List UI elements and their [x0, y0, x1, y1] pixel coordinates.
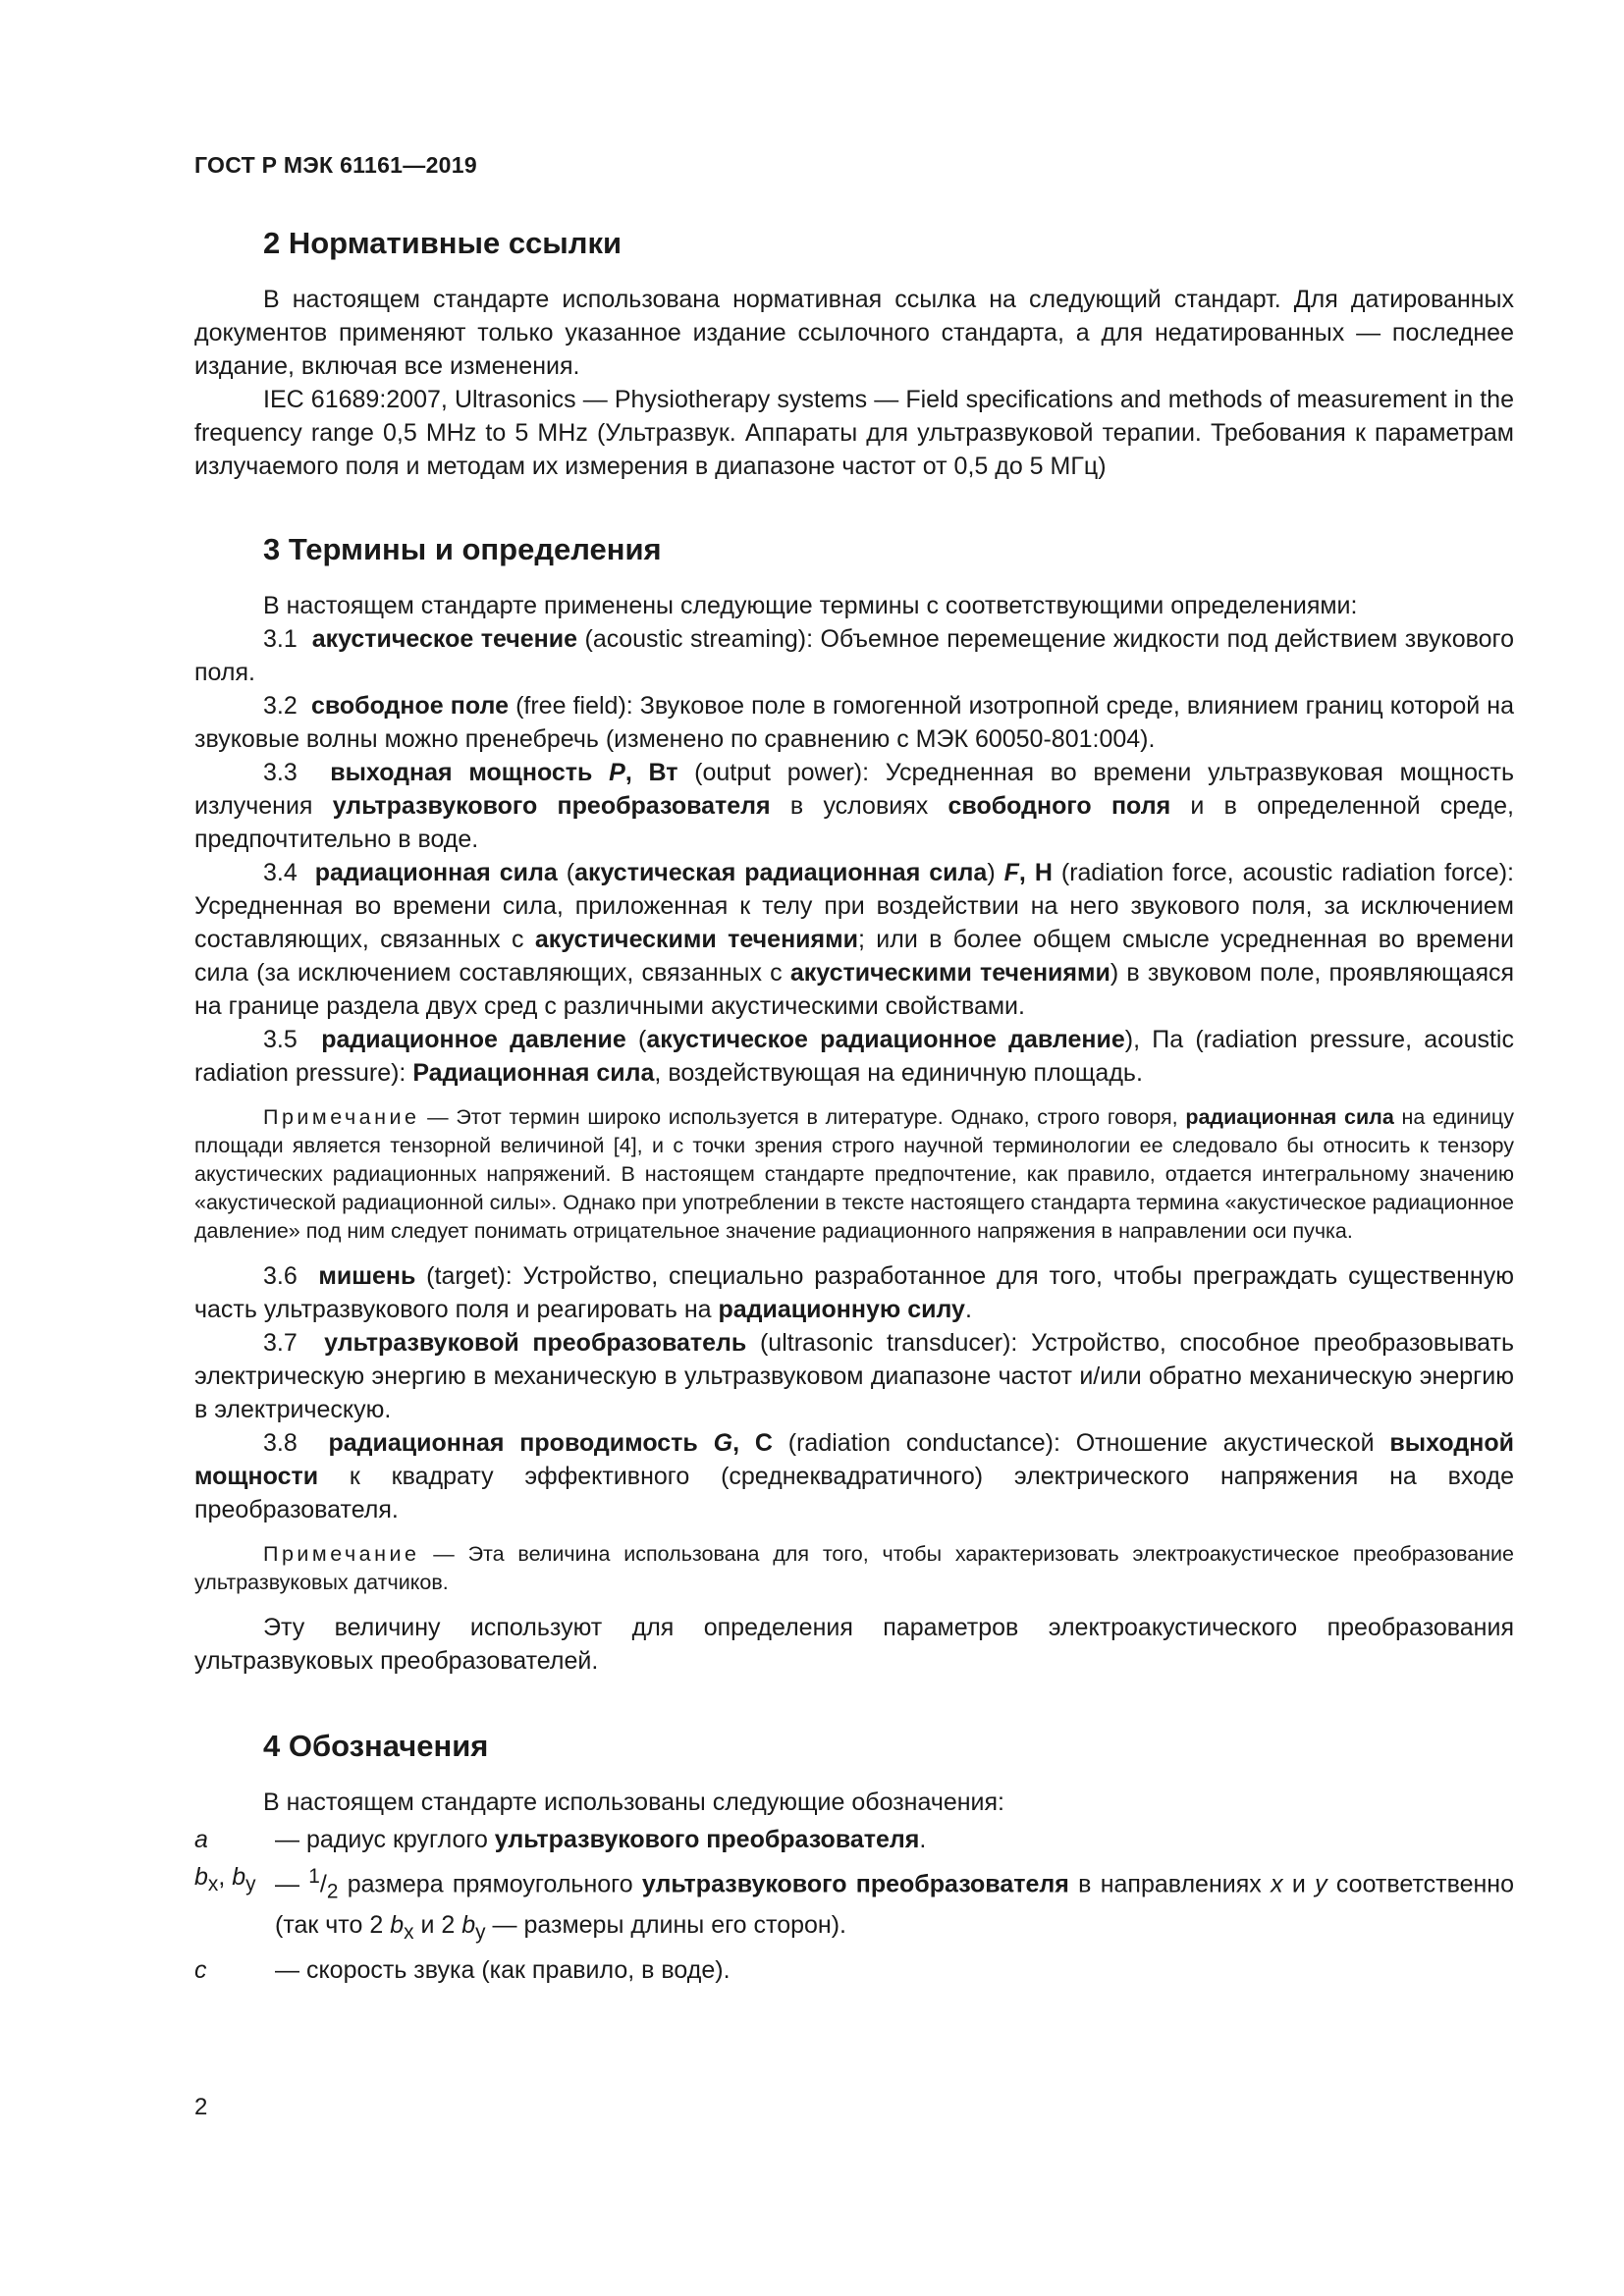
note-1: Примечание — Этот термин широко используется в литературе. Однако, строго говоря, радиационная сила на единицу площади является тензорной величиной [4], и с точки зрения строго научной терминологии ее следовало бы относить к тензору акустических радиационных напряжений. В настоящем стандарте предпочтение, как правило, отдается интегральному значению «акустической радиационной силы». Однако при употреблении в тексте настоящего стандарта термина «акустическое радиационное давление» под ним следует понимать отрицательное значение радиационного напряжения в направлении оси пучка.: [194, 1105, 1515, 1243]
symbol-c-description: — скорость звука (как правило, в воде).: [275, 1956, 731, 1985]
note-label: Примечание: [263, 1105, 420, 1129]
running-header: ГОСТ Р МЭК 61161—2019: [194, 152, 477, 178]
term-3-1: 3.1 акустическое течение (acoustic streaming): Объемное перемещение жидкости под действием звукового поля.: [194, 625, 1514, 686]
section-3-intro: В настоящем стандарте применены следующие термины с соответствующими определениями:: [263, 592, 1358, 619]
page-content: [194, 224, 1514, 1987]
symbol-a-description: — радиус круглого ультразвукового преобразователя.: [275, 1826, 927, 1853]
symbol-b-letters: $b_x$, $b_y$: [194, 1863, 256, 1896]
term-3-8: 3.8 радиационная проводимость G, С (radiation conductance): Отношение акустической выходной мощности к квадрату эффективного (среднеквадратичного) электрического напряжения на входе преобразователя.: [194, 1429, 1514, 1523]
term-3-1-name: акустическое течение: [311, 625, 578, 653]
symbol-c-letter: c: [194, 1956, 207, 1985]
term-3-4: 3.4 радиационная сила (акустическая радиационная сила) F, Н (radiation force, acoustic radiation force): Усредненная во времени сила, приложенная к телу при воздействии на него звукового поля, за исключением составляющих, связанных с акустическими течениями; или в более общем смысле усредненная во времени сила (за исключением составляющих, связанных с акустическими течениями) в звуковом поле, проявляющаяся на границе раздела двух сред с различными акустическими свойствами.: [194, 859, 1515, 1020]
symbol-a: [194, 1823, 1514, 1856]
term-3-2-name: свободное поле: [310, 692, 509, 720]
section-2-title: 2 Нормативные ссылки: [263, 226, 623, 260]
term-3-4-name: радиационная сила: [314, 859, 558, 886]
term-3-7: 3.7 ультразвуковой преобразователь (ultrasonic transducer): Устройство, способное преобразовывать электрическую энергию в механическую в ультразвуковом диапазоне частот и/или обратно механическую энергию в электрическую.: [194, 1329, 1514, 1423]
section-3-title: 3 Термины и определения: [263, 532, 662, 566]
note-2: Примечание — Эта величина использована для того, чтобы характеризовать электроакустическое преобразование ультразвуковых датчиков.: [194, 1542, 1514, 1594]
term-3-3-name: выходная мощность: [330, 759, 593, 786]
symbol-c: [194, 1953, 1514, 1987]
section-3-closing: Эту величину используют для определения параметров электроакустического преобразования ультразвуковых преобразователей.: [194, 1614, 1514, 1675]
term-3-5-name: радиационное давление: [321, 1026, 626, 1053]
section-4-intro: В настоящем стандарте использованы следующие обозначения:: [263, 1789, 1005, 1816]
term-3-2: 3.2 свободное поле (free field): Звуковое поле в гомогенной изотропной среде, влиянием границ которой на звуковые волны можно пренебречь (изменено по сравнению с МЭК 60050-801:004).: [194, 692, 1514, 753]
term-3-3: 3.3 выходная мощность P, Вт (output power): Усредненная во времени ультразвуковая мощность излучения ультразвукового преобразователя в условиях свободного поля и в определенной среде, предпочтительно в воде.: [194, 759, 1514, 853]
section-2-paragraph-1: В настоящем стандарте использована нормативная ссылка на следующий стандарт. Для датированных документов применяют только указанное издание ссылочного стандарта, а для недатированных — последнее издание, включая все изменения.: [194, 286, 1514, 380]
term-3-8-name: радиационная проводимость: [328, 1429, 698, 1457]
note-label: Примечание: [263, 1542, 420, 1566]
section-2-reference: IEC 61689:2007, Ultrasonics — Physiotherapy systems — Field specifications and methods of measurement in the frequency range 0,5 MHz to 5 MHz (Ультразвук. Аппараты для ультразвуковой терапии. Требования к параметрам излучаемого поля и методам их измерения в диапазоне частот от 0,5 до 5 МГц): [194, 386, 1514, 480]
term-3-6: 3.6 мишень (target): Устройство, специально разработанное для того, чтобы преграждать существенную часть ультразвукового поля и реагировать на радиационную силу.: [194, 1262, 1514, 1323]
term-3-7-name: ультразвуковой преобразователь: [324, 1329, 747, 1357]
section-4-title: 4 Обозначения: [263, 1729, 489, 1763]
term-3-5: 3.5 радиационное давление (акустическое радиационное давление), Па (radiation pressure, acoustic radiation pressure): Радиационная сила, воздействующая на единичную площадь.: [194, 1026, 1514, 1087]
symbol-b-description: — $^1/_2$ размера прямоугольного ультразвукового преобразователя в направлениях x и y соответственно (так что 2 $b_x$ и 2 $b_y$ — размеры длины его сторон).: [275, 1865, 1514, 1945]
page-number: 2: [194, 2094, 208, 2120]
symbol-a-letter: a: [194, 1826, 208, 1853]
symbol-b: [194, 1860, 1514, 1949]
term-3-6-name: мишень: [318, 1262, 416, 1290]
